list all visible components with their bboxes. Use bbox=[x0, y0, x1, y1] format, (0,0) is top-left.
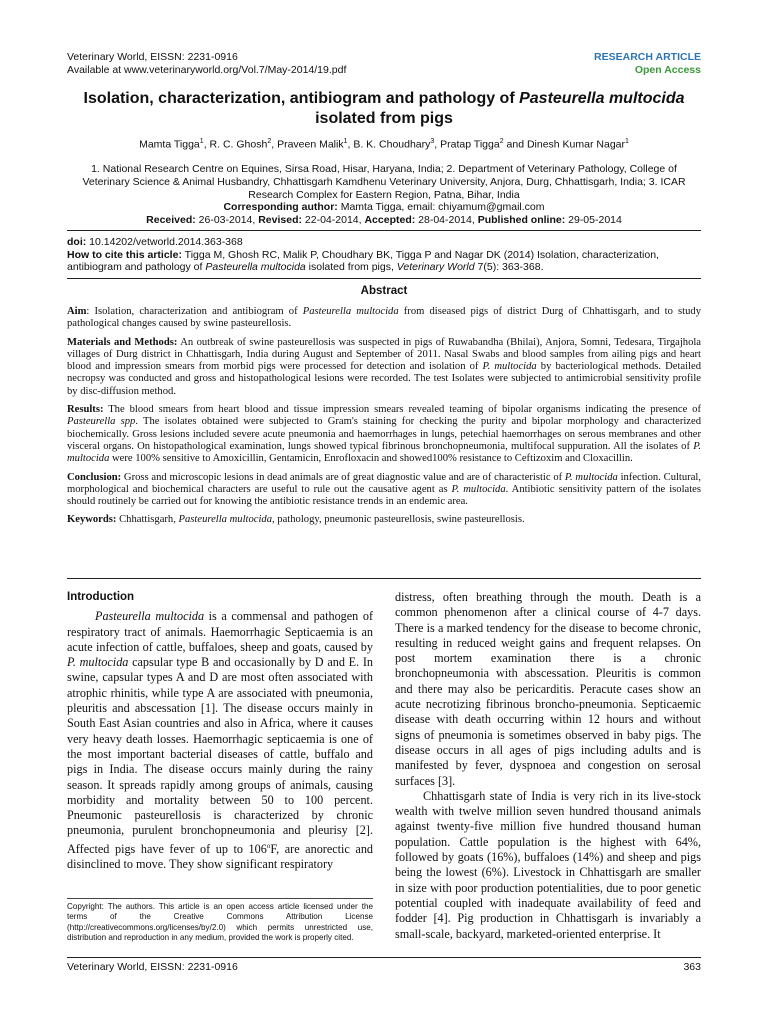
article-type-block bbox=[594, 51, 701, 77]
abstract-heading: Abstract bbox=[360, 285, 408, 297]
intro-paragraph: Pasteurella multocida is a commensal and pathogen of respiratory tract of animals. Haemorrhagic Septicaemia is an acute infection of cattle, buffaloes, sheep and goats, caused by P. multocida capsular type B and occasionally by D and E. In swine, capsular types A and D are most often associated with atrophic rhinitis, while type A are associated with pneumonia, pleuritis and abscessation [1]. The disease occurs mainly in South East Asian countries and also in Africa, where it causes very heavy death losses. Haemorrhagic septicaemia is one of the most important bacterial diseases of cattle, buffalo and pigs in India. The disease occurs mainly during the rainy season. It spreads rapidly among groups of animals, causing morbidity and mortality between 50 to 100 percent. Pneumonic pasteurellosis is characterized by chronic pneumonia, purulent bronchopneumonia and pleurisy [2]. Affected pigs have fever of up to 106$^o$F, are anorectic and disinclined to move. They show significant respiratory bbox=[67, 609, 374, 872]
abstract-aim: Aim: Isolation, characterization and antibiogram of Pasteurella multocida from diseased pigs of district Durg of Chhattisgarh, and to study pathological changes caused by swine pasteurellosis. bbox=[67, 306, 701, 330]
page-number: 363 bbox=[683, 961, 701, 973]
intro-paragraph-2: Chhattisgarh state of India is very rich in its live-stock wealth with twelve million seven hundred thousand animals against twenty-five million five hundred thousand human population. Cattle population is the highest with 64%, followed by goats (16%), buffaloes (14%) and sheep and pigs being the lowest (6%). Livestock in Chhattisgarh are smaller in size with poor production potentialities, due to poor genetic potential coupled with inadequate availability of feed and fodder [4]. Pig production in Chhattisgarh is invariably a small-scale, backyard, marketed-oriented enterprise. It bbox=[395, 788, 701, 941]
abstract-body bbox=[67, 306, 701, 533]
doi[interactable]: doi: 10.14202/vetworld.2014.363-368 bbox=[67, 236, 243, 248]
intro-paragraph-cont: distress, often breathing through the mouth. Death is a common phenomenon after a clinical course of 4-7 days. There is a marked tendency for the disease to become chronic, resulting in reduced weight gains and frequent relapses. On post mortem examination there is a chronic bronchopneumonia with abscessation. Pleuritis is common and there may also be pericarditis. Peracute cases show an acute necrotizing fibrinous broncho-pneumonia. Septicaemic disease with death occurring within 12 hours and without signs of pneumonia is sometimes observed in baby pigs. The disease occurs in all ages of pigs including adults and is manifested by fever, dyspnoea and congestion on serosal surfaces [3]. bbox=[395, 590, 701, 788]
open-access-badge: Open Access bbox=[634, 64, 701, 76]
abstract-results: Results: The blood smears from heart blood and tissue impression smears revealed teaming of bipolar organisms indicating the presence of Pasteurella spp. The isolates obtained were subjected to Gram's staining for checking the purity and bipolar morphology and characterized biochemically. Gross lesions included severe acute pneumonia and haemorrhages in lungs, petechial haemorrhages on serous membranes and other visceral organs. On histopathological examination, lungs showed typical fibrinous bronchopneumonia, multifocal suppuration. All the isolates of P. multocida were 100% sensitive to Amoxicillin, Gentamicin, Enrofloxacin and showed100% resistance to Ceftizoxim and Cloxacillin. bbox=[67, 404, 702, 465]
article-type: RESEARCH ARTICLE bbox=[594, 51, 701, 63]
footer-journal: Veterinary World, EISSN: 2231-0916 bbox=[67, 961, 238, 973]
author-list: Mamta Tigga$^1$, R. C. Ghosh$^2$, Praveen Malik$^1$, B. K. Choudhary$^3$, Pratap Tigga$^2$ and Dinesh Kumar Nagar$^1$ bbox=[139, 138, 629, 151]
doi-cite-block bbox=[67, 236, 701, 274]
copyright-notice: Copyright: The authors. This article is an open access article licensed under the terms of the Creative Commons Attribution License (http://creativecommons.org/licenses/by/2.0) which permits unrestricted use, distribution and reproduction in any medium, provided the work is properly cited. bbox=[67, 902, 373, 943]
intro-left-column bbox=[67, 590, 373, 872]
citation: How to cite this article: Tigga M, Ghosh RC, Malik P, Choudhary BK, Tigga P and Nagar DK (2014) Isolation, characterization, antibiogram and pathology of Pasteurella multocida isolated from pigs, Veterinary World 7(5): 363-368. bbox=[67, 248, 659, 274]
divider bbox=[67, 278, 701, 279]
page-footer bbox=[67, 961, 701, 973]
abstract-conclusion: Conclusion: Gross and microscopic lesions in dead animals are of great diagnostic value and are of characteristic of P. multocida infection. Cultural, morphological and biochemical characters are useful to rule out the causative agent as P. multocida. Antibiotic sensitivity pattern of the isolates should routinely be carried out for knowing the antibiotic resistance trends in an endemic area. bbox=[67, 471, 701, 508]
intro-heading: Introduction bbox=[67, 591, 135, 603]
intro-right-column bbox=[395, 590, 701, 942]
divider bbox=[67, 230, 701, 231]
article-title: Isolation, characterization, antibiogram and pathology of Pasteurella multocida isolated from pigs bbox=[83, 90, 685, 127]
copyright-divider bbox=[67, 898, 373, 899]
abstract-methods: Materials and Methods: An outbreak of swine pasteurellosis was suspected in pigs of Ruwabandha (Bhilai), Anjora, Somni, Tedesara, Tirgajhola villages of Durg district in Chhattisgarh, India during August and September of 2011. Nasal Swabs and blood samples from ailing pigs and heart blood and impression smears from morbid pigs were processed for detection and isolation of P. multocida by bacteriological methods. Detailed necropsy was conducted and gross and histopathological lesions were recorded. The test Isolates were subjected to antimicrobial sensitivity profile by disc-diffusion method. bbox=[67, 336, 702, 397]
article-dates: Received: 26-03-2014, Revised: 22-04-2014, Accepted: 28-04-2014, Published online: 29-05-2014 bbox=[146, 214, 622, 227]
affiliations: 1. National Research Centre on Equines, Sirsa Road, Hisar, Haryana, India; 2. Department of Veterinary Pathology, College of Veterinary Science & Animal Husbandry, Chhattisgarh Kamdhenu Veterinary University, Anjora, Durg, Chhattisgarh, India; 3. ICAR Research Complex for Eastern Region, Patna, Bihar, India Corresponding author: Mamta Tigga, email: chiyamum@gmail.com Received: 26-03-2014, Revised: 22-04-2014, Accepted: 28-04-2014, Published online: 29-05-2014 bbox=[67, 163, 701, 227]
available-link[interactable]: Available at www.veterinaryworld.org/Vol.7/May-2014/19.pdf bbox=[67, 64, 347, 76]
page-header bbox=[67, 51, 701, 77]
journal-line: Veterinary World, EISSN: 2231-0916 bbox=[67, 51, 238, 63]
keywords: Keywords: Chhattisgarh, Pasteurella multocida, pathology, pneumonic pasteurellosis, swine pasteurellosis. bbox=[67, 514, 525, 526]
corresponding-author: Corresponding author: Mamta Tigga, email: chiyamum@gmail.com bbox=[223, 201, 545, 214]
divider bbox=[67, 578, 701, 579]
footer-divider bbox=[67, 957, 701, 958]
